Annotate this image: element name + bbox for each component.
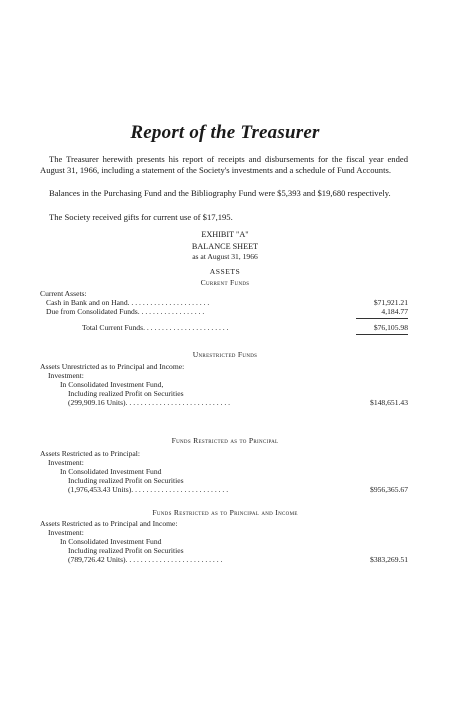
principal-heading: Funds Restricted as to Principal bbox=[171, 436, 279, 445]
principal-line4: Including realized Profit on Securities bbox=[68, 476, 184, 485]
unrestricted-line1: Assets Unrestricted as to Principal and Income: bbox=[40, 362, 185, 371]
principal-income-units: (789,726.42 Units) bbox=[68, 555, 126, 564]
current-funds-heading: Current Funds bbox=[200, 278, 250, 287]
unrestricted-value: $148,651.43 bbox=[370, 398, 408, 407]
unrestricted-line4: Including realized Profit on Securities bbox=[68, 389, 184, 398]
principal-line3: In Consolidated Investment Fund bbox=[60, 467, 162, 476]
cash-label: Cash in Bank and on Hand bbox=[46, 298, 128, 307]
principal-line5: (1,976,453.43 Units). . . . . . . . . . . . . . . . . . . . . . . . . . bbox=[68, 485, 229, 494]
current-assets-label: Current Assets: bbox=[40, 289, 87, 298]
principal-income-value: $383,269.51 bbox=[370, 555, 408, 564]
intro-paragraph bbox=[40, 154, 408, 175]
gifts-text: The Society received gifts for current use of $17,195. bbox=[49, 212, 233, 222]
due-line: Due from Consolidated Funds. . . . . . . . . . . . . . . . . . bbox=[46, 307, 205, 316]
principal-income-line3: In Consolidated Investment Fund bbox=[60, 537, 162, 546]
unrestricted-line5: (299,909.16 Units). . . . . . . . . . . . . . . . . . . . . . . . . . . . bbox=[68, 398, 231, 407]
unrestricted-line2: Investment: bbox=[48, 371, 84, 380]
subtotal-rule bbox=[356, 318, 408, 319]
principal-value: $956,365.67 bbox=[370, 485, 408, 494]
total-rule bbox=[356, 334, 408, 335]
balances-text: Balances in the Purchasing Fund and the Bibliography Fund were $5,393 and $19,680 respectively. bbox=[49, 188, 391, 198]
principal-income-line1: Assets Restricted as to Principal and Income: bbox=[40, 519, 178, 528]
balance-sheet-date: as at August 31, 1966 bbox=[192, 252, 258, 261]
principal-line2: Investment: bbox=[48, 458, 84, 467]
gifts-paragraph bbox=[40, 212, 408, 223]
principal-units: (1,976,453.43 Units) bbox=[68, 485, 132, 494]
assets-heading: ASSETS bbox=[209, 267, 241, 276]
unrestricted-line3: In Consolidated Investment Fund, bbox=[60, 380, 164, 389]
due-value: 4,184.77 bbox=[381, 307, 408, 316]
unrestricted-heading: Unrestricted Funds bbox=[192, 350, 258, 359]
due-label: Due from Consolidated Funds bbox=[46, 307, 138, 316]
balance-sheet-heading: BALANCE SHEET bbox=[191, 242, 259, 251]
total-line: Total Current Funds. . . . . . . . . . . . . . . . . . . . . . . bbox=[82, 323, 229, 332]
exhibit-label: EXHIBIT "A" bbox=[201, 230, 249, 239]
cash-line: Cash in Bank and on Hand. . . . . . . . . . . . . . . . . . . . . . bbox=[46, 298, 210, 307]
intro-text: The Treasurer herewith presents his report of receipts and disbursements for the fiscal year ended August 31, 1966, including a statement of the Society's investments and a schedule of Fund Accounts. bbox=[40, 154, 408, 175]
principal-income-line2: Investment: bbox=[48, 528, 84, 537]
balances-paragraph bbox=[40, 188, 408, 199]
principal-income-line4: Including realized Profit on Securities bbox=[68, 546, 184, 555]
principal-line1: Assets Restricted as to Principal: bbox=[40, 449, 140, 458]
report-title: Report of the Treasurer bbox=[130, 122, 320, 143]
total-value: $76,105.98 bbox=[373, 323, 408, 332]
principal-income-heading: Funds Restricted as to Principal and Income bbox=[152, 508, 298, 517]
total-label: Total Current Funds bbox=[82, 323, 144, 332]
unrestricted-units: (299,909.16 Units) bbox=[68, 398, 126, 407]
cash-value: $71,921.21 bbox=[373, 298, 408, 307]
principal-income-line5: (789,726.42 Units). . . . . . . . . . . . . . . . . . . . . . . . . . bbox=[68, 555, 223, 564]
